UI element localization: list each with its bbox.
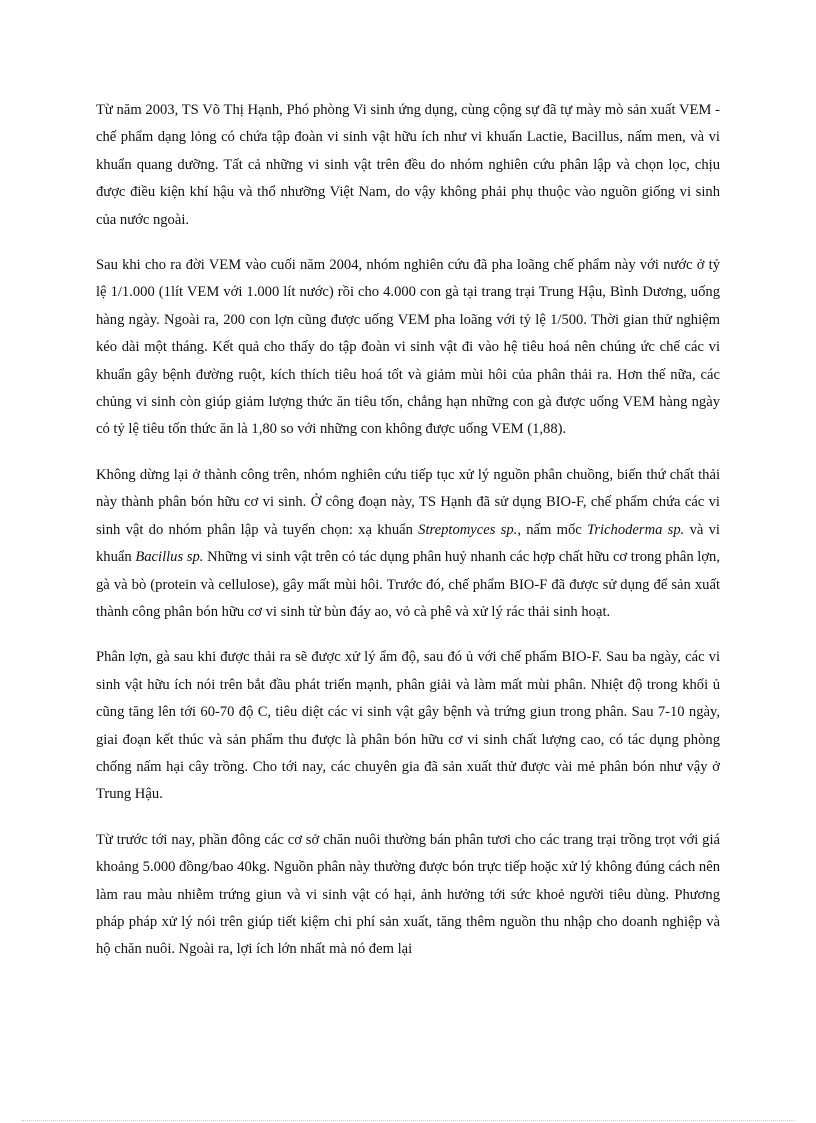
paragraph-text: và vi khuẩn (96, 521, 720, 566)
species-name-bacillus: Bacillus sp. (135, 549, 204, 566)
paragraph-text: Không dừng lại ở thành công trên, nhóm nghiên cứu tiếp tục xử lý nguồn phân chuồng, biến thứ chất thải này thành phân bón hữu cơ vi sinh. Ở công đoạn này, TS Hạnh đã sử dụng BIO-F, chế phẩm chứa các vi sinh vật do nhóm phân lập và tuyển chọn: xạ khuẩn (96, 466, 720, 538)
paragraph (96, 252, 720, 444)
paragraph-text: Phân lợn, gà sau khi được thải ra sẽ được xử lý ẩm độ, sau đó ủ với chế phẩm BIO-F. Sau ba ngày, các vi sinh vật hữu ích nói trên bắt đầu phát triển mạnh, phân giải và làm mất mùi phân. Nhiệt độ trong khối ủ cũng tăng lên tới 60-70 độ C, tiêu diệt các vi sinh vật gây bệnh và trứng giun trong phân. Sau 7-10 ngày, giai đoạn kết thúc và sản phẩm thu được là phân bón hữu cơ vi sinh chất lượng cao, có tác dụng phòng chống nấm hại cây trồng. Cho tới nay, các chuyên gia đã sản xuất thử được vài mẻ phân bón như vậy ở Trung Hậu. (96, 649, 720, 803)
paragraph-text: , nấm mốc (517, 521, 588, 538)
species-name-trichoderma: Trichoderma sp. (587, 521, 685, 538)
paragraph-text: Những vi sinh vật trên có tác dụng phân huỷ nhanh các hợp chất hữu cơ trong phân lợn, gà và bò (protein và cellulose), gây mất mùi hôi. Trước đó, chế phẩm BIO-F đã được sử dụng để sản xuất thành công phân bón hữu cơ vi sinh từ bùn đáy ao, vỏ cà phê và xử lý rác thải sinh hoạt. (96, 549, 720, 620)
document-body (96, 97, 720, 982)
paragraph-text: Sau khi cho ra đời VEM vào cuối năm 2004, nhóm nghiên cứu đã pha loãng chế phẩm này với nước ở tỷ lệ 1/1.000 (1lít VEM với 1.000 lít nước) rồi cho 4.000 con gà tại trang trại Trung Hậu, Bình Dương, uống hàng ngày. Ngoài ra, 200 con lợn cũng được uống VEM pha loãng với tỷ lệ 1/500. Thời gian thử nghiệm kéo dài một tháng. Kết quả cho thấy do tập đoàn vi sinh vật đi vào hệ tiêu hoá nên chúng ức chế các vi khuẩn gây bệnh đường ruột, kích thích tiêu hoá tốt và giảm mùi hôi của phân thải ra. Hơn thế nữa, các chủng vi sinh còn giúp giảm lượng thức ăn tiêu tốn, chẳng hạn những con gà được uống VEM hàng ngày có tỷ lệ tiêu tốn thức ăn là 1,80 so với những con không được uống VEM (1,88). (96, 257, 720, 438)
paragraph (96, 97, 720, 234)
paragraph (96, 644, 720, 808)
paragraph-text: Từ năm 2003, TS Võ Thị Hạnh, Phó phòng Vi sinh ứng dụng, cùng cộng sự đã tự mày mò sản xuất VEM - chế phẩm dạng lỏng có chứa tập đoàn vi sinh vật hữu ích như vi khuẩn Lactie, Bacillus, nấm men, và vi khuẩn quang dưỡng. Tất cả những vi sinh vật trên đều do nhóm nghiên cứu phân lập và chọn lọc, chịu được điều kiện khí hậu và thổ nhưỡng Việt Nam, do vậy không phải phụ thuộc vào nguồn giống vi sinh của nước ngoài. (96, 102, 720, 228)
paragraph (96, 827, 720, 964)
species-name-streptomyces: Streptomyces sp. (418, 521, 518, 538)
page-bottom-divider (22, 1120, 794, 1121)
paragraph (96, 462, 720, 626)
paragraph-text: Từ trước tới nay, phần đông các cơ sở chăn nuôi thường bán phân tươi cho các trang trại trồng trọt với giá khoảng 5.000 đồng/bao 40kg. Nguồn phân này thường được bón trực tiếp hoặc xử lý không đúng cách nên làm rau màu nhiễm trứng giun và vi sinh vật có hại, ảnh hưởng tới sức khoẻ người tiêu dùng. Phương pháp pháp xử lý nói trên giúp tiết kiệm chi phí sản xuất, tăng thêm nguồn thu nhập cho doanh nghiệp và hộ chăn nuôi. Ngoài ra, lợi ích lớn nhất mà nó đem lại (96, 831, 720, 958)
